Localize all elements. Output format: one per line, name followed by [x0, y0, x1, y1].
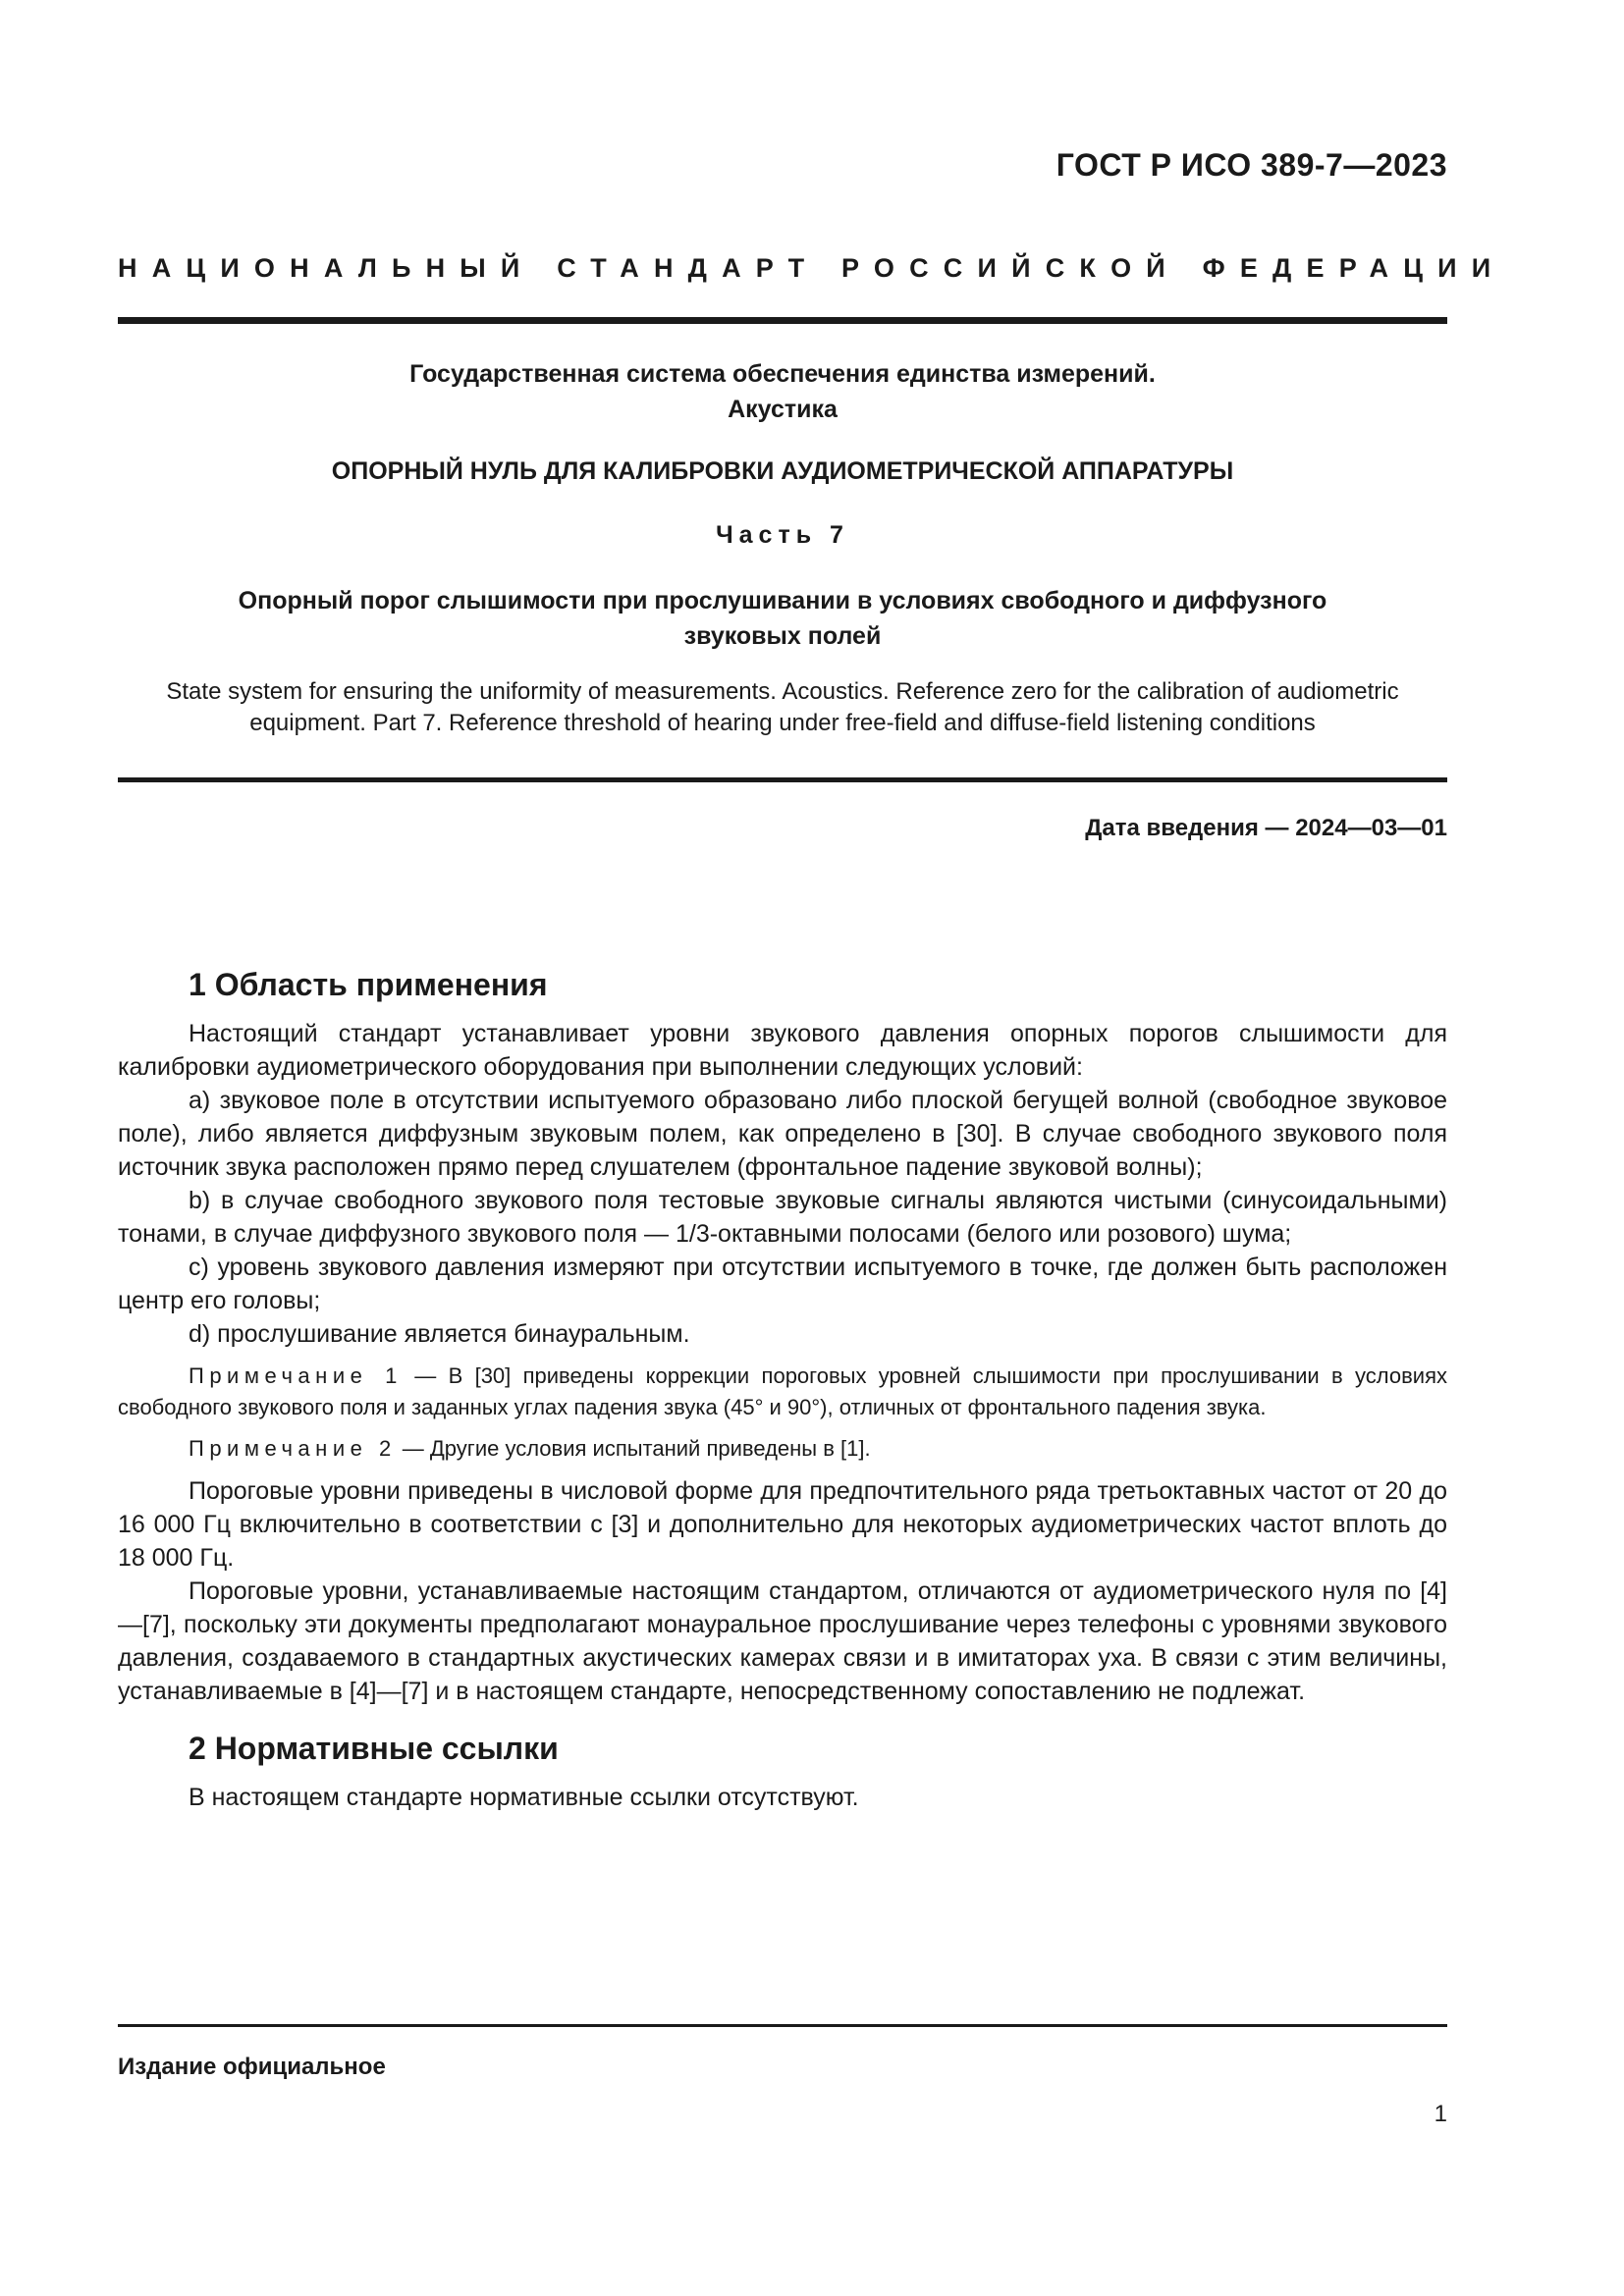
subtitle: [118, 583, 1447, 654]
note-2-label: Примечание 2: [189, 1436, 397, 1461]
title-system-line2: Акустика: [728, 396, 838, 423]
note-1-label: Примечание 1: [189, 1363, 403, 1388]
part-label: Часть 7: [716, 521, 849, 549]
threshold-difference-paragraph: Пороговые уровни, устанавливаемые настоящим стандартом, отличаются от аудиометрического нуля по [4]—[7], поскольку эти документы предполагают монауральное прослушивание через телефоны с уровнями звукового давления, создаваемого в стандартных акустических камерах связи и в имитаторах уха. В связи с этим величины, устанавливаемые в [4]—[7] и в настоящем стандарте, непосредственному сопоставлению не подлежат.: [118, 1577, 1447, 1705]
page-number: 1: [1434, 2101, 1447, 2127]
subtitle-line1: Опорный порог слышимости при прослушивании в условиях свободного и диффузного: [238, 587, 1327, 614]
condition-d: d) прослушивание является бинауральным.: [189, 1320, 690, 1348]
note-1: [118, 1361, 1447, 1423]
official-edition-label: Издание официальное: [118, 2054, 386, 2080]
section-1-intro: Настоящий стандарт устанавливает уровни звукового давления опорных порогов слышимости для калибровки аудиометрического оборудования при выполнении следующих условий:: [118, 1020, 1447, 1081]
subtitle-line2: звуковых полей: [683, 622, 882, 650]
english-title: [118, 676, 1447, 739]
standard-designation: ГОСТ Р ИСО 389-7—2023: [1056, 147, 1447, 183]
footer-divider: [118, 2024, 1447, 2027]
note-1-text: — В [30] приведены коррекции пороговых уровней слышимости при прослушивании в условиях свободного звукового поля и заданных углах падения звука (45° и 90°), отличных от фронтального падения звука.: [118, 1363, 1447, 1419]
title-divider: [118, 777, 1447, 782]
introduction-date: Дата введения — 2024—03—01: [1085, 815, 1447, 841]
title-system: [118, 356, 1447, 427]
condition-c: c) уровень звукового давления измеряют при отсутствии испытуемого в точке, где должен быть расположен центр его головы;: [118, 1254, 1447, 1314]
note-2: [118, 1433, 1447, 1465]
section-2-heading: 2 Нормативные ссылки: [189, 1731, 559, 1766]
english-title-line2: equipment. Part 7. Reference threshold of hearing under free-field and diffuse-field listening conditions: [249, 710, 1316, 736]
title-system-line1: Государственная система обеспечения единства измерений.: [409, 360, 1156, 388]
top-divider: [118, 317, 1447, 324]
english-title-line1: State system for ensuring the uniformity of measurements. Acoustics. Reference zero for the calibration of audiometric: [166, 678, 1399, 705]
note-2-text: — Другие условия испытаний приведены в [1].: [396, 1436, 871, 1461]
condition-a: a) звуковое поле в отсутствии испытуемого образовано либо плоской бегущей волной (свободное звуковое поле), либо является диффузным звуковым полем, как определено в [30]. В случае свободного звукового поля источник звука расположен прямо перед слушателем (фронтальное падение звуковой волны);: [118, 1087, 1447, 1181]
national-standard-banner: НАЦИОНАЛЬНЫЙ СТАНДАРТ РОССИЙСКОЙ ФЕДЕРАЦИИ: [118, 253, 1506, 283]
condition-b: b) в случае свободного звукового поля тестовые звуковые сигналы являются чистыми (синусоидальными) тонами, в случае диффузного звукового поля — 1/3-октавными полосами (белого или розового) шума;: [118, 1187, 1447, 1248]
threshold-levels-paragraph: Пороговые уровни приведены в числовой форме для предпочтительного ряда третьоктавных частот от 20 до 16 000 Гц включительно в соответствии с [3] и дополнительно для некоторых аудиометрических частот вплоть до 18 000 Гц.: [118, 1477, 1447, 1572]
document-body: [118, 962, 1447, 1814]
section-1-heading: 1 Область применения: [189, 967, 548, 1002]
main-title: ОПОРНЫЙ НУЛЬ ДЛЯ КАЛИБРОВКИ АУДИОМЕТРИЧЕСКОЙ АППАРАТУРЫ: [331, 457, 1234, 485]
section-2-text: В настоящем стандарте нормативные ссылки отсутствуют.: [189, 1784, 859, 1811]
